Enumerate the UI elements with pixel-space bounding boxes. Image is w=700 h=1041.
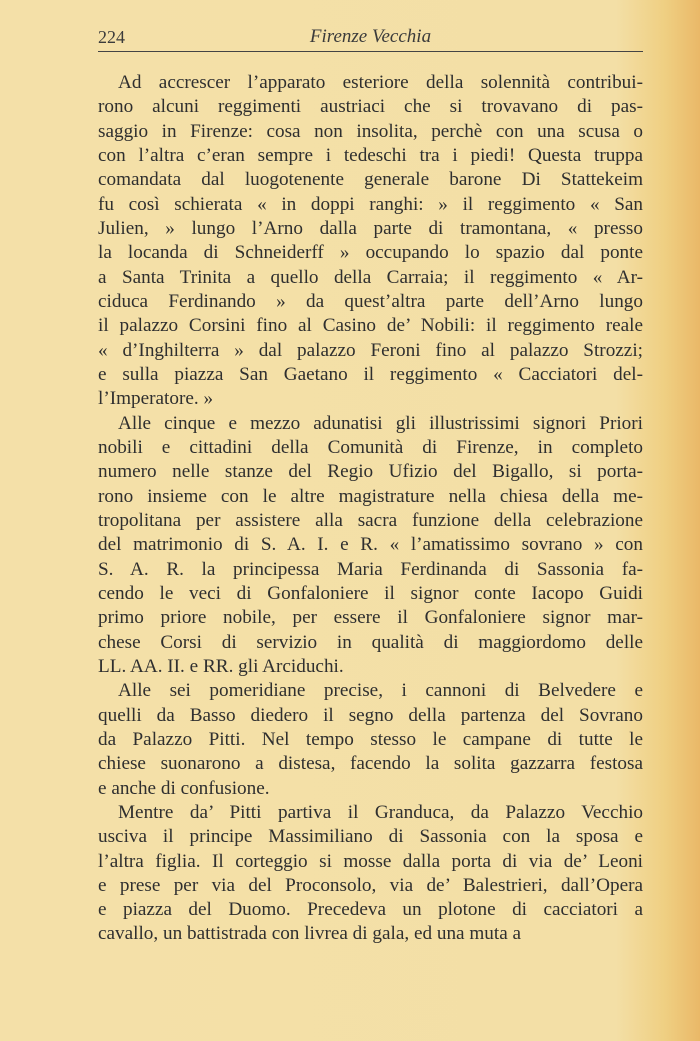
header-rule <box>98 51 643 52</box>
text-line: cendo le veci di Gonfaloniere il signor conte Iacopo Guidi <box>98 582 643 604</box>
paragraph <box>98 801 643 947</box>
text-line: il palazzo Corsini fino al Casino de’ Nobili: il reggimento reale <box>98 315 643 337</box>
text-line: chese Corsi di servizio in qualità di maggiordomo delle <box>98 631 643 653</box>
text-line: Julien, » lungo l’Arno dalla parte di tramontana, « presso <box>98 217 643 239</box>
text-line: Alle cinque e mezzo adunatisi gli illustrissimi signori Priori <box>118 412 643 434</box>
text-line: rono insieme con le altre magistrature nella chiesa della me- <box>98 485 643 507</box>
text-line: comandata dal luogotenente generale barone Di Stattekeim <box>98 169 643 191</box>
text-line: saggio in Firenze: cosa non insolita, perchè con una scusa o <box>98 120 643 142</box>
text-line: del matrimonio di S. A. I. e R. « l’amatissimo sovrano » con <box>98 534 643 556</box>
text-line: e piazza del Duomo. Precedeva un plotone di cacciatori a <box>98 899 643 921</box>
text-line: LL. AA. II. e RR. gli Arciduchi. <box>98 655 344 677</box>
paragraph <box>98 412 643 680</box>
body-text <box>98 71 643 947</box>
text-line: fu così schierata « in doppi ranghi: » il reggimento « San <box>98 193 643 215</box>
paragraph <box>98 679 643 801</box>
text-line: la locanda di Schneiderff » occupando lo spazio dal ponte <box>98 242 643 264</box>
text-line: l’altra figlia. Il corteggio si mosse dalla porta di via de’ Leoni <box>98 850 643 872</box>
text-line: tropolitana per assistere alla sacra funzione della celebrazione <box>98 509 643 531</box>
text-line: Mentre da’ Pitti partiva il Granduca, da Palazzo Vecchio <box>118 801 643 823</box>
page-number: 224 <box>98 27 125 47</box>
text-line: S. A. R. la principessa Maria Ferdinanda di Sassonia fa- <box>98 558 643 580</box>
text-line: e anche di confusione. <box>98 777 270 799</box>
text-line: nobili e cittadini della Comunità di Firenze, in completo <box>98 436 643 458</box>
text-line: l’Imperatore. » <box>98 388 214 410</box>
text-line: « d’Inghilterra » dal palazzo Feroni fino al palazzo Strozzi; <box>98 339 643 361</box>
text-line: quelli da Basso diedero il segno della partenza del Sovrano <box>98 704 643 726</box>
text-line: con l’altra c’eran sempre i tedeschi tra i piedi! Questa truppa <box>98 144 643 166</box>
text-line: da Palazzo Pitti. Nel tempo stesso le campane di tutte le <box>98 728 643 750</box>
page-header <box>98 26 643 52</box>
text-line: rono alcuni reggimenti austriaci che si trovavano di pas- <box>98 96 643 118</box>
text-line: Ad accrescer l’apparato esteriore della solennità contribui- <box>118 72 643 93</box>
text-line: Alle sei pomeridiane precise, i cannoni di Belvedere e <box>118 680 643 702</box>
paragraph <box>98 71 643 412</box>
text-line: cavallo, un battistrada con livrea di gala, ed una muta a <box>98 923 522 945</box>
text-line: chiese suonarono a distesa, facendo la solita gazzarra festosa <box>98 753 643 775</box>
text-line: ciduca Ferdinando » da quest’altra parte dell’Arno lungo <box>98 290 643 312</box>
text-line: a Santa Trinita a quello della Carraia; il reggimento « Ar- <box>98 266 643 288</box>
text-line: usciva il principe Massimiliano di Sassonia con la sposa e <box>98 826 643 848</box>
text-line: primo priore nobile, per essere il Gonfaloniere signor mar- <box>98 607 643 629</box>
running-title: Firenze Vecchia <box>309 26 432 47</box>
text-line: e prese per via del Proconsolo, via de’ Balestrieri, dall’Opera <box>98 874 643 896</box>
text-line: e sulla piazza San Gaetano il reggimento « Cacciatori del- <box>98 363 643 385</box>
text-line: numero nelle stanze del Regio Ufizio del Bigallo, si porta- <box>98 461 643 483</box>
